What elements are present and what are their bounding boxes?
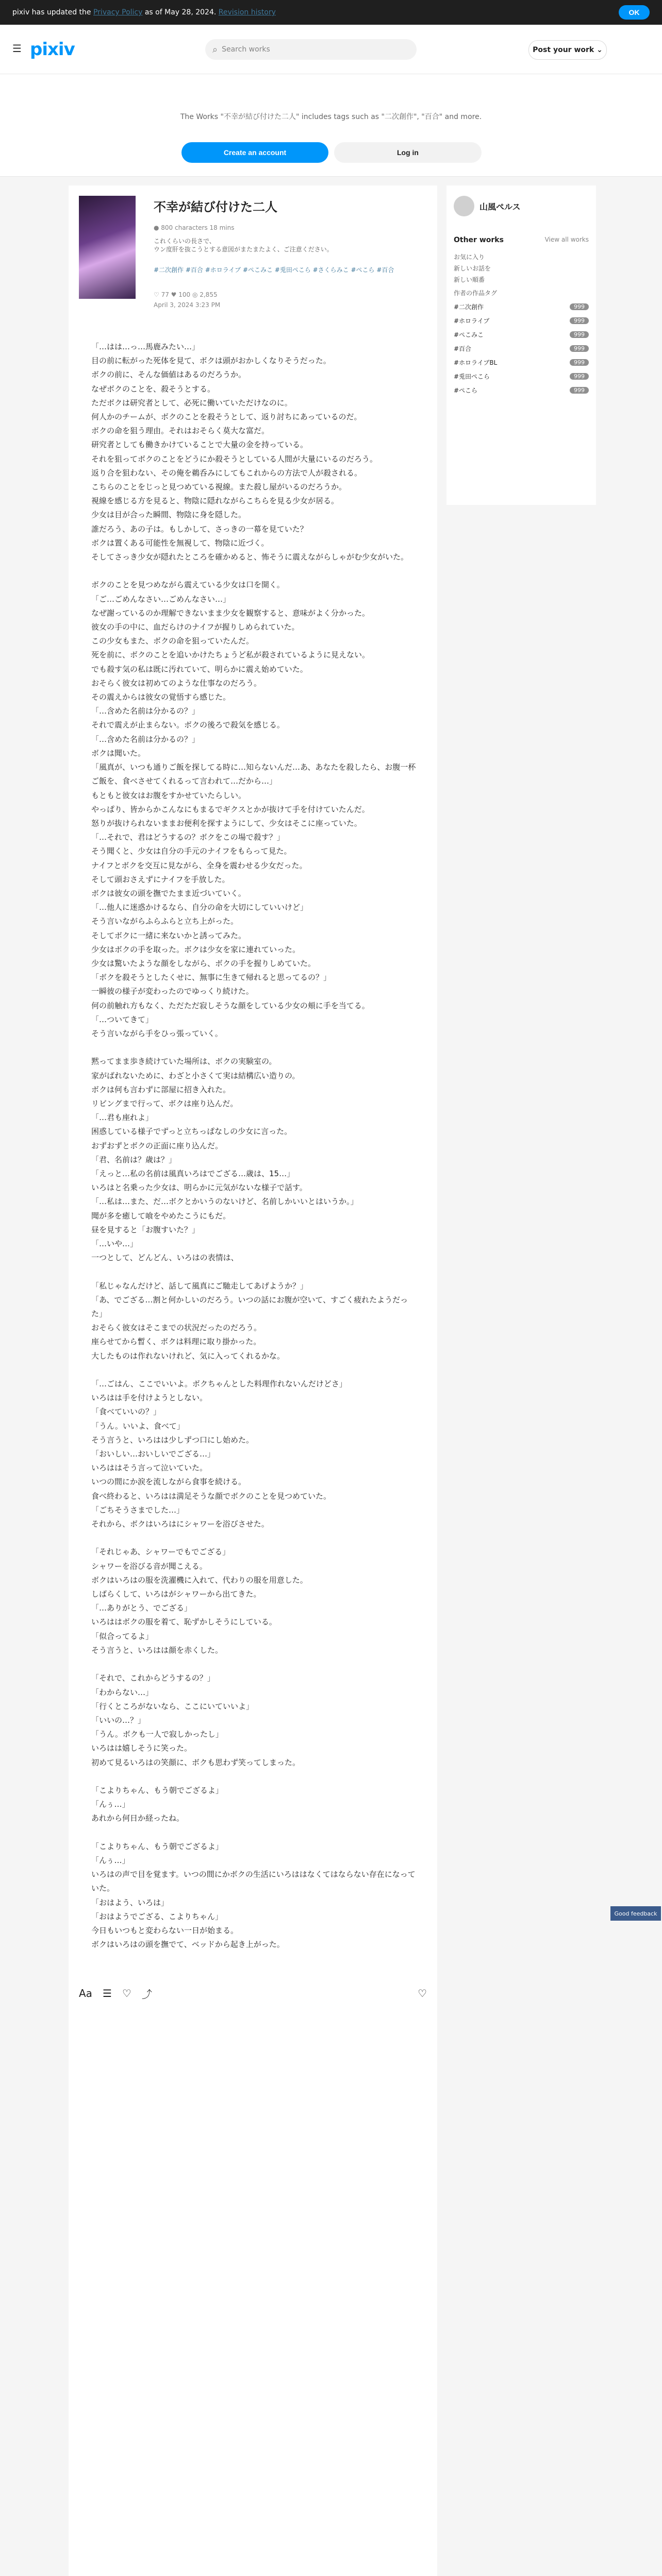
author-info[interactable] bbox=[454, 196, 521, 216]
login-button[interactable]: Log in bbox=[334, 142, 482, 163]
share-icon[interactable]: ⤴ bbox=[141, 1988, 152, 2001]
menu-icon[interactable]: ☰ bbox=[12, 42, 22, 55]
font-size-icon[interactable]: Aa bbox=[79, 1987, 92, 1999]
author-name[interactable]: 山風ぺルス bbox=[479, 201, 521, 212]
banner-text: The Works "不幸が結び付けた二人" includes tags such as "二次創作", "百合" and more. bbox=[180, 113, 482, 121]
cover-image bbox=[79, 196, 136, 299]
tag-list bbox=[454, 300, 589, 397]
work-description: これくらいの長さで、 ウン度肝を抜こうとする意図がまたまたよく、ご注意ください。 bbox=[154, 238, 333, 253]
work-tags[interactable]: #二次創作 #百合 #ホロライブ #ぺこみこ #兎田ぺこら #さくらみこ #ぺこら #百合 bbox=[154, 266, 394, 274]
author-sidebar bbox=[446, 185, 596, 505]
like-icon[interactable]: ♡ bbox=[122, 1987, 131, 1999]
signup-banner bbox=[0, 74, 662, 177]
pixiv-logo[interactable]: pixiv bbox=[30, 39, 75, 60]
work-date: April 3, 2024 3:23 PM bbox=[154, 301, 221, 309]
novel-body: 「…はは…っ…馬鹿みたい…」 目の前に転がった死体を見て、ボクは頭がおかしくなりそうだった。 ボクの前に、そんな価値はあるのだろうか。 なぜボクのことを、殺そうとする。 ただボクは研究者として、必死に働いていただけなのに。 何人かのチームが、ボクのことを殺そうとして、返り討ちにあっているのだ。 ボクの命を狙う理由。それはおそらく莫大な富だ。 研究者としても働きかけていることで大量の金を持っている。 それを狙ってボクのことをどうにか殺そうとしている人間が大量にいるのだろう。 返り合を狙わない、その俺を鵜呑みにしてもこれからの方法で人が殺される。 こちらのことをじっと見つめている視線。また殺し屋がいるのだろうか。 視線を感じる方を見ると、物陰に隠れながらこちらを見る少女が居る。 少女は目が合った瞬間、物陰に身を隠した。 誰だろう、あの子は。もしかして、さっきの一幕を見ていた？ ボクは置くある可能性を無視して、物陰に近づく。 そしてさっき少女が隠れたところを確かめると、怖そうに震えながらしゃがむ少女がいた。 ボクのことを見つめながら震えている少女は口を開く。 「ご…ごめんなさい…ごめんなさい…」 なぜ謝っているのか理解できないまま少女を観察すると、意味がよく分かった。 彼女の手の中に、血だらけのナイフが握りしめられていた。 この少女もまた、ボクの命を狙っていたんだ。 死を前に、ボクのことを追いかけたちょうど私が殺されているように見えない。 でも殺す気の私は既に汚れていて、明らかに震え始めていた。 おそらく彼女は初めてのような仕事なのだろう。 その震えからは彼女の覚悟すら感じた。 「…含めた名前は分かるの？」 それで震えが止まらない。ボクの後ろで殺気を感じる。 「…含めた名前は分かるの？」 ボクは聞いた。 「風真が、いつも通りご飯を探してる時に…知らないんだ…あ、あなたを殺したら、お腹一杯ご飯を、食べさせてくれるって言われて…だから…」 もともと彼女はお腹をすかせていたらしい。 やっぱり、皆からかこんなにもまるでギクスとかが抜けて手を付けていたんだ。 怒りが抜けられないままお便利を探すようにして、少女はそこに座っていた。 「…それで、君はどうするの？ボクをこの場で殺す？」 そう聞くと、少女は自分の手元のナイフをもらって見た。 ナイフとボクを交互に見ながら、全身を震わせる少女だった。 そして頭おさえずにナイフを手放した。 ボクは彼女の頭を撫でたまま近づいていく。 「…他人に迷惑かけるなら、自分の命を大切にしていいけど」 そう言いながらふらふらと立ち上がった。 そしてボクに一緒に来ないかと誘ってみた。 少女はボクの手を取った。ボクは少女を家に連れていった。 少女は驚いたような顔をしながら、ボクの手を握りしめていた。 「ボクを殺そうとしたくせに、無事に生きて帰れると思ってるの？」 一瞬彼の様子が変わったのでゆっくり続けた。 何の前触れ方もなく、ただただ寂しそうな顔をしている少女の頬に手を当てる。 「…ついてきて」 そう言いながら手をひっ張っていく。 黙ってまま歩き続けていた場所は、ボクの実験室の。 家がばれないために、わざと小さくて実は結構広い造りの。 ボクは何も言わずに部屋に招き入れた。 リビングまで行って、ボクは座り込んだ。 「…君も座れよ」 困惑している様子でずっと立ちっぱなしの少女に言った。 おずおずとボクの正面に座り込んだ。 「君、名前は？歳は？」 「えっと…私の名前は風真いろはでござる…歳は、15…」 いろはと名乗った少女は、明らかに元気がないな様子で話す。 「…私は…また、だ…ボクとかいうのないけど、名前しかいいとはいうか。」 聞が多を癒して喰をやめたこうにもだ。 昼を見すると「お腹すいた？」 「…いや…」 一つとして、どんどん、いろはの表情は、 「私じゃなんだけど、話して風真にご馳走してあげようか？」 「あ、でござる…割と何かしいのだろう。いつの話にお腹が空いて、すごく疲れたようだった」 おそらく彼女はそこまでの状況だったのだろう。 座らせてから暫く、ボクは料理に取り掛かった。 大したものは作れないけれど、気に入ってくれるかな。 「…ごはん、ここでいいよ。ボクちゃんとした料理作れないんだけどさ」 いろはは手を付けようとしない。 「食べていいの？」 「うん。いいよ、食べて」 そう言うと、いろはは少しずつ口にし始めた。 「おいしい…おいしいでござる…」 いろははそう言って泣いていた。 いつの間にか涙を流しながら食事を続ける。 食べ終わると、いろはは満足そうな顔でボクのことを見つめていた。 「ごちそうさまでした…」 それから、ボクはいろはにシャワーを浴びさせた。 「それじゃあ、シャワーでもでござる」 シャワーを浴びる音が聞こえる。 ボクはいろはの服を洗濯機に入れて、代わりの服を用意した。 しばらくして、いろはがシャワーから出てきた。 「…ありがとう、でござる」 いろははボクの服を着て、恥ずかしそうにしている。 「似合ってるよ」 そう言うと、いろはは顔を赤くした。 「それで、これからどうするの？」 「わからない…」 「行くところがないなら、ここにいていいよ」 「いいの…？」 「うん。ボクも一人で寂しかったし」 いろはは嬉しそうに笑った。 初めて見るいろはの笑顔に、ボクも思わず笑ってしまった。 「こよりちゃん、もう朝でござるよ」 「んぅ…」 あれから何日か経ったね。 「こよりちゃん、もう朝でござるよ」 「んぅ…」 いろはの声で目を覚ます。いつの間にかボクの生活にいろははなくてはならない存在になっていた。 「おはよう、いろは」 「おはようでござる、こよりちゃん」 今日もいつもと変わらない一日が始まる。 ボクはいろはの頭を撫でて、ベッドから起き上がった。 bbox=[91, 342, 416, 1950]
work-stats: ♡ 77 ♥ 100 ◎ 2,855 bbox=[154, 291, 218, 298]
tag-row[interactable]: #兎田ぺこら 999 bbox=[454, 369, 589, 383]
tag-row[interactable]: #二次創作 999 bbox=[454, 300, 589, 314]
search-placeholder: Search works bbox=[222, 45, 270, 54]
list-icon[interactable]: ☰ bbox=[102, 1987, 112, 1999]
novel-card bbox=[69, 185, 437, 2576]
cookie-bar bbox=[0, 0, 662, 25]
avatar[interactable] bbox=[454, 196, 474, 216]
post-work-button[interactable]: Post your work ⌄ bbox=[528, 40, 607, 60]
good-feedback-button[interactable]: Good feedback bbox=[610, 1906, 661, 1921]
bookmark-icon[interactable]: ♡ bbox=[418, 1987, 427, 1999]
revision-history-link[interactable]: Revision history bbox=[218, 8, 276, 16]
ok-button[interactable]: OK bbox=[619, 5, 650, 20]
tag-row[interactable]: #百合 999 bbox=[454, 342, 589, 355]
tag-row[interactable]: #ホロライブBL 999 bbox=[454, 355, 589, 369]
tag-row[interactable]: #ホロライブ 999 bbox=[454, 314, 589, 328]
work-meta: ● 800 characters 18 mins bbox=[154, 224, 235, 231]
tag-row[interactable]: #ぺこみこ 999 bbox=[454, 328, 589, 342]
tag-row[interactable]: #ぺこら 999 bbox=[454, 383, 589, 397]
reading-actions-bar bbox=[69, 1978, 437, 2008]
search-box[interactable] bbox=[205, 39, 417, 60]
view-all-link[interactable]: View all works bbox=[544, 236, 589, 243]
cookie-message: pixiv has updated the Privacy Policy as of May 28, 2024. Revision history bbox=[12, 8, 276, 16]
site-header bbox=[0, 25, 662, 74]
latest-list[interactable]: お気に入り 新しいお話を 新しい順番 bbox=[454, 253, 491, 283]
privacy-policy-link[interactable]: Privacy Policy bbox=[93, 8, 143, 16]
other-works-heading: Other works bbox=[454, 236, 504, 244]
create-account-button[interactable]: Create an account bbox=[181, 142, 328, 163]
tag-list-heading: 作者の作品タグ bbox=[454, 290, 498, 297]
search-icon: ⌕ bbox=[212, 44, 218, 55]
work-title: 不幸が結び付けた二人 bbox=[154, 200, 277, 214]
